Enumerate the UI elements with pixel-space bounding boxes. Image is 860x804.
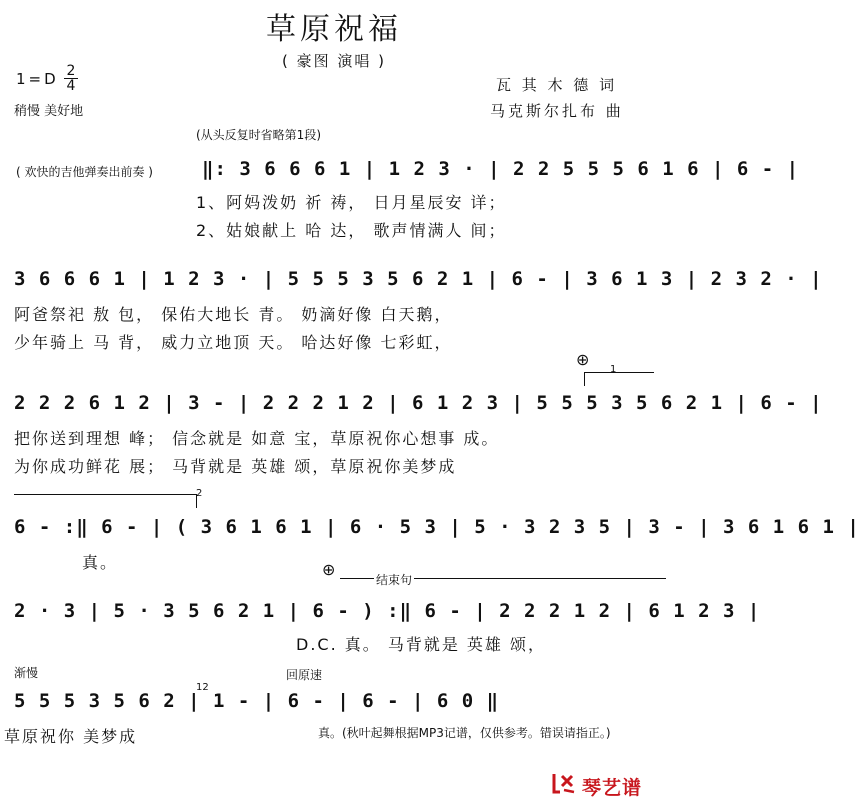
coda-sign-icon: ⊕ [576,350,590,369]
tempo-marking: 稍慢 美好地 [14,104,84,119]
coda-label: 结束句 [376,573,413,587]
lyric-line-3b: 为你成功鲜花 展； 马背就是 英雄 颂，草原祝你美梦成 [14,457,457,476]
lyric-line-4: 真。 [82,553,119,572]
volta-1-bracket [584,372,654,373]
singer-credit: ( 豪图 演唱 ) [281,52,386,70]
notation-system-2: 3 6 6 6 1 | 1 2 3 · | 5 5 5 3 5 6 2 1 | 6 - | 3 6 1 3 | 2 3 2 · | [14,268,823,290]
brand-name: 琴艺谱 [582,777,643,799]
notation-system-4: 6 - :‖ 6 - | ( 3 6 1 6 1 | 6 · 5 3 | 5 · 3 2 3 5 | 3 - | 3 6 1 6 1 | [14,516,860,538]
volta-2-bracket [14,494,196,495]
notation-system-5: 2 · 3 | 5 · 3 5 6 2 1 | 6 - ) :‖ 6 - | 2 2 2 1 2 | 6 1 2 3 | [14,600,761,622]
volta-2-label: 2 [196,488,203,499]
brand-mark-icon [550,770,578,798]
brand-logo[interactable] [550,770,662,798]
rit-marking: 渐慢 [14,666,39,680]
lyric-line-3a: 把你送到理想 峰； 信念就是 如意 宝，草原祝你心想事 成。 [14,429,500,448]
repeat-note: (从头反复时省略第1段) [196,128,321,142]
volta-1-hook [584,372,585,386]
a-tempo-marking: 回原速 [286,668,323,682]
grace-notes: 12 [196,682,209,693]
coda-sign-2-icon: ⊕ [322,560,336,579]
lyric-line-1a: 1、阿妈泼奶 祈 祷， 日月星辰安 详； [196,193,507,212]
composer-credit: 马克斯尔扎布 曲 [490,102,624,120]
lyric-line-5: D.C. 真。 马背就是 英雄 颂， [296,635,547,654]
lyric-line-6a: 草原祝你 美梦成 [4,727,138,746]
notation-system-1: ‖: 3 6 6 6 1 | 1 2 3 · | 2 2 5 5 5 6 1 6 | 6 - | [202,158,800,180]
intro-note: ( 欢快的吉他弹奏出前奏 ) [16,165,153,179]
time-signature: 2 4 [64,64,78,93]
volta-1-label: 1 [610,364,617,375]
lyric-line-1b: 2、姑娘献上 哈 达， 歌声情满人 间； [196,221,507,240]
lyric-line-2a: 阿爸祭祀 敖 包， 保佑大地长 青。 奶滴好像 白天鹅， [14,305,453,324]
notation-system-3: 2 2 2 6 1 2 | 3 - | 2 2 2 1 2 | 6 1 2 3 | 5 5 5 3 5 6 2 1 | 6 - | [14,392,823,414]
lyricist-credit: 瓦 其 木 德 词 [496,76,618,94]
notation-system-6: 5 5 5 3 5 6 2 | 1 - | 6 - | 6 - | 6 0 ‖ [14,690,500,712]
lyric-line-2b: 少年骑上 马 背， 威力立地顶 天。 哈达好像 七彩虹， [14,333,453,352]
key-signature: 1=D [16,70,59,88]
song-title: 草原祝福 [266,12,402,47]
lyric-line-6b: 真。(秋叶起舞根据MP3记谱，仅供参考。错误请指正。) [318,726,611,740]
